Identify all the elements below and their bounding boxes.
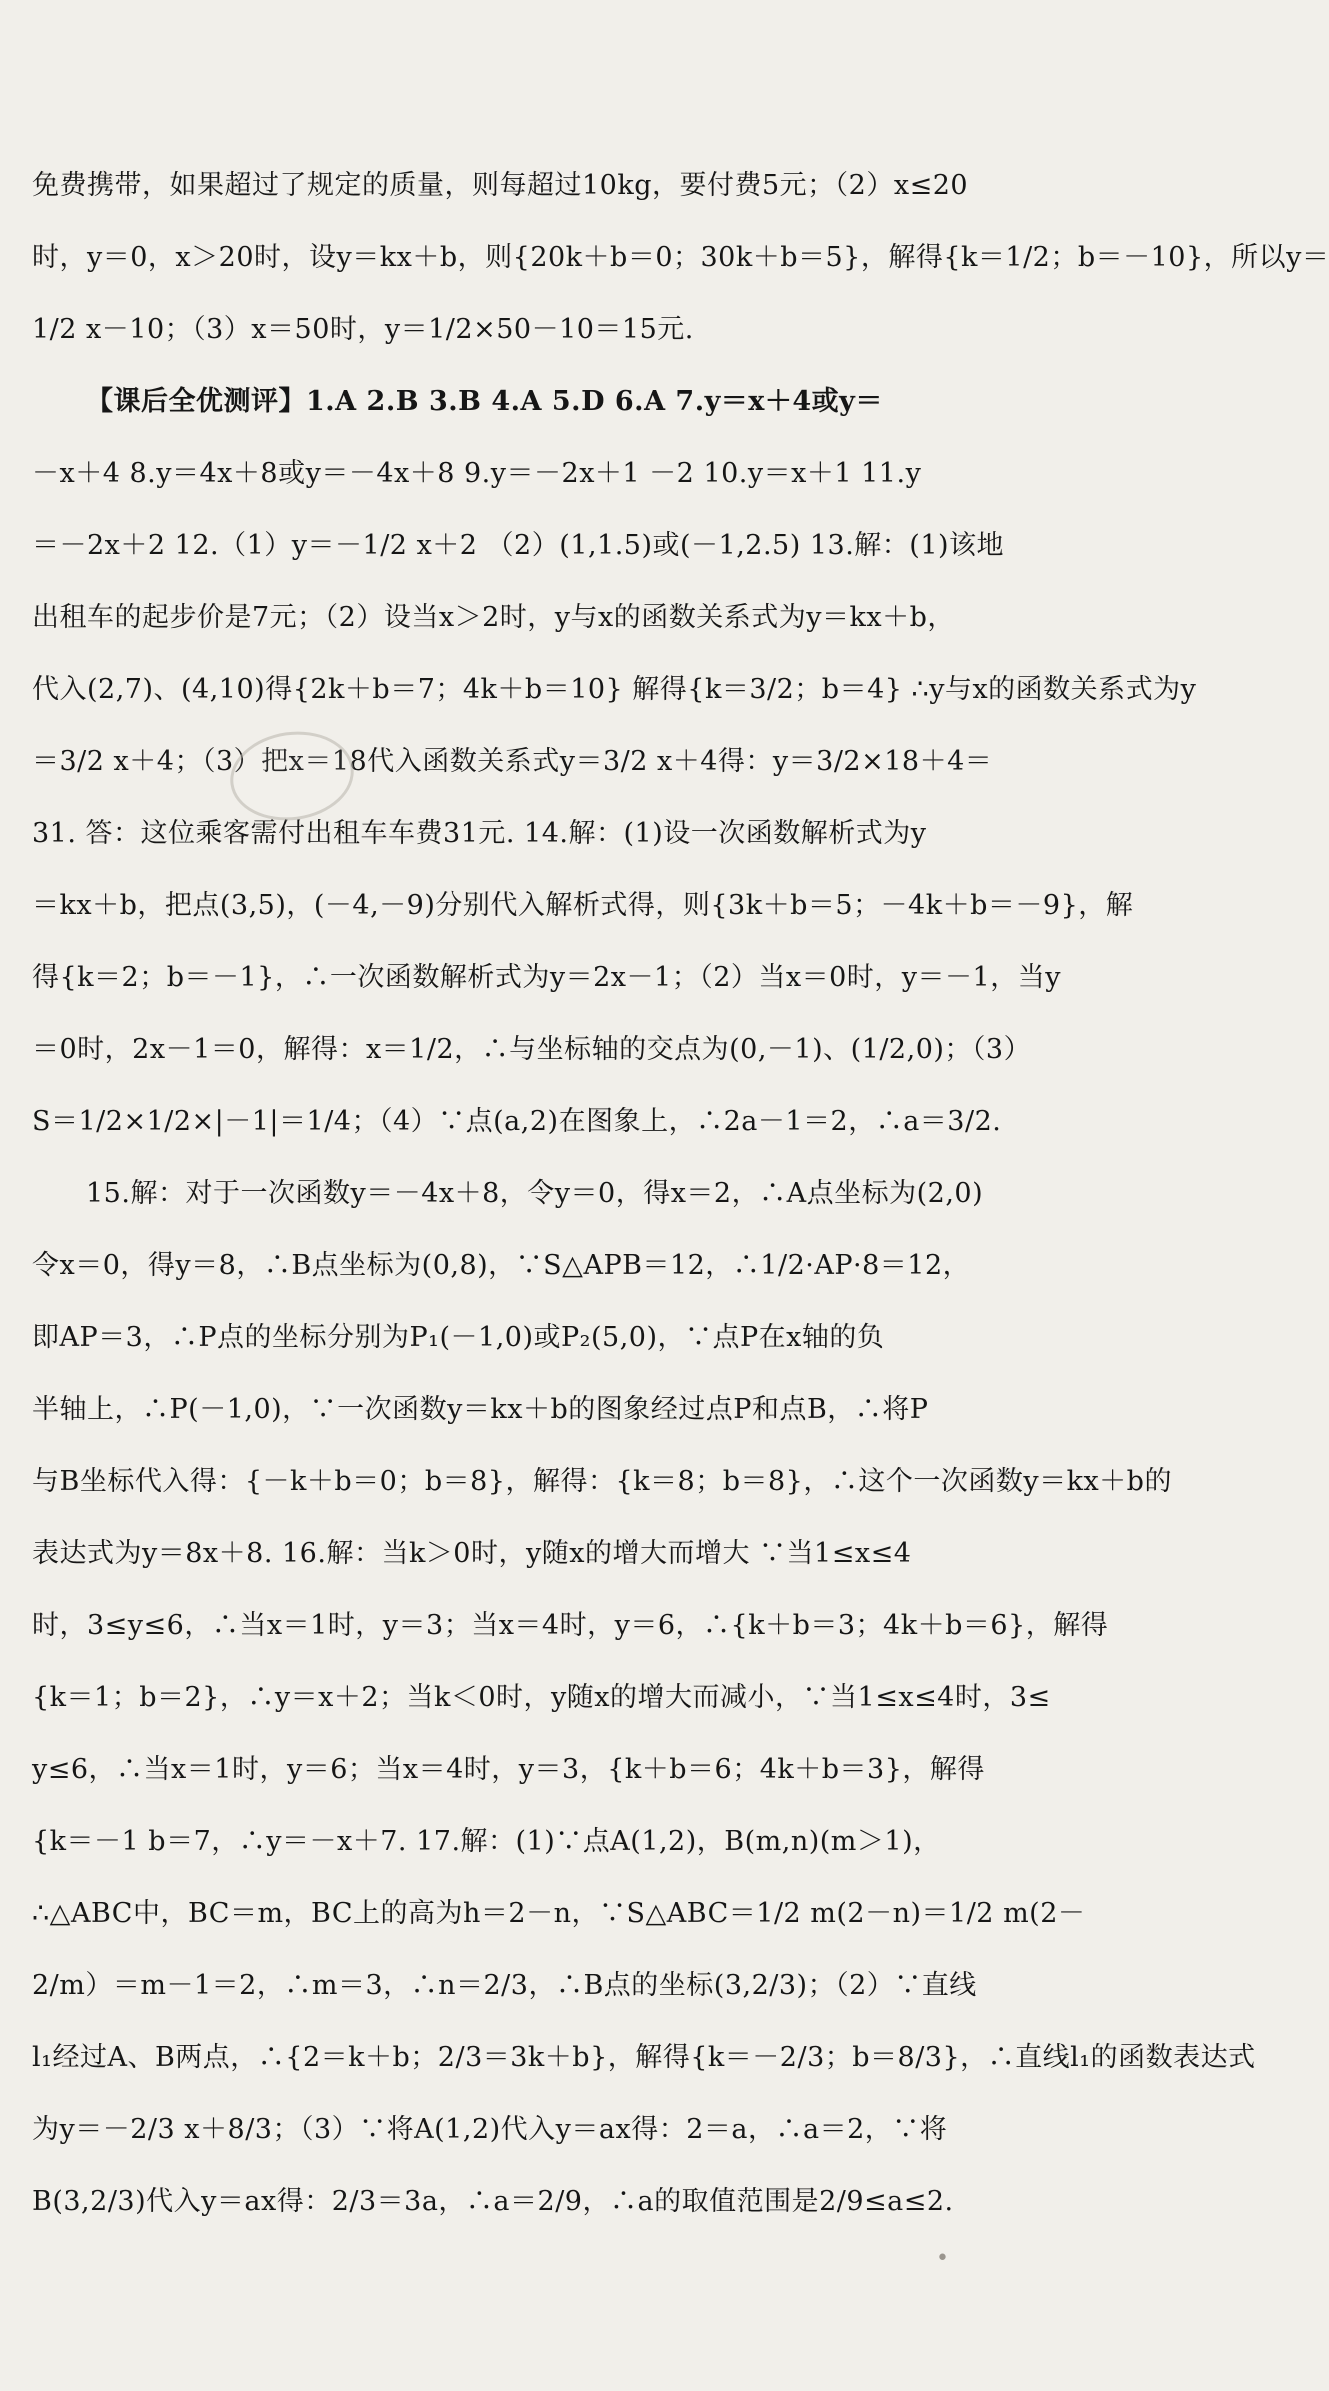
text-line-3: 1/2 x－10；（3）x＝50时，y＝1/2×50－10＝15元. [32, 314, 694, 345]
text-line-13: ＝0时，2x－1＝0，解得：x＝1/2，∴与坐标轴的交点为(0,－1)、(1/2,0)；（3） [32, 1034, 1032, 1065]
text-line-2: 时，y＝0，x＞20时，设y＝kx＋b，则{20k＋b＝0；30k＋b＝5}，解得{k＝1/2；b＝－10}，所以y＝ [32, 242, 1329, 273]
text-line-20: 表达式为y＝8x＋8. 16.解：当k＞0时，y随x的增大而增大 ∵当1≤x≤4 [32, 1538, 912, 1569]
text-line-8: 代入(2,7)、(4,10)得{2k＋b＝7；4k＋b＝10} 解得{k＝3/2；b＝4} ∴y与x的函数关系式为y [32, 674, 1197, 705]
text-line-16: 令x＝0，得y＝8，∴B点坐标为(0,8)，∵S△APB＝12，∴1/2·AP·8＝12， [32, 1250, 971, 1281]
text-line-14: S＝1/2×1/2×|－1|＝1/4；（4）∵点(a,2)在图象上，∴2a－1＝2，∴a＝3/2. [32, 1106, 1002, 1137]
text-line-21: 时，3≤y≤6，∴当x＝1时，y＝3；当x＝4时，y＝6，∴{k＋b＝3；4k＋b＝6}，解得 [32, 1610, 1109, 1641]
text-line-18: 半轴上，∴P(－1,0)，∵一次函数y＝kx＋b的图象经过点P和点B，∴将P [32, 1394, 929, 1425]
text-line-17: 即AP＝3，∴P点的坐标分别为P₁(－1,0)或P₂(5,0)，∵点P在x轴的负 [32, 1322, 885, 1353]
text-line-29: B(3,2/3)代入y＝ax得：2/3＝3a，∴a＝2/9，∴a的取值范围是2/9≤a≤2. [32, 2186, 954, 2217]
text-line-4-section-heading: 【课后全优测评】1.A 2.B 3.B 4.A 5.D 6.A 7.y＝x＋4或y＝ [86, 386, 883, 417]
bleed-through-text [470, 1018, 810, 1168]
text-line-9: ＝3/2 x＋4；（3）把x＝18代入函数关系式y＝3/2 x＋4得：y＝3/2×18＋4＝ [32, 746, 993, 777]
page-dot: • [936, 2246, 949, 2271]
text-line-23: y≤6，∴当x＝1时，y＝6；当x＝4时，y＝3，{k＋b＝6；4k＋b＝3}，解得 [32, 1754, 985, 1785]
text-line-11: ＝kx＋b，把点(3,5)，(－4,－9)分别代入解析式得，则{3k＋b＝5；－4k＋b＝－9}，解 [32, 890, 1134, 921]
text-line-25: ∴△ABC中，BC＝m，BC上的高为h＝2－n，∵S△ABC＝1/2 m(2－n)＝1/2 m(2－ [32, 1898, 1086, 1929]
text-line-22: {k＝1；b＝2}，∴y＝x＋2；当k＜0时，y随x的增大而减小，∵当1≤x≤4时，3≤ [32, 1682, 1051, 1713]
text-line-5: －x＋4 8.y＝4x＋8或y＝－4x＋8 9.y＝－2x＋1 －2 10.y＝x＋1 11.y [32, 458, 922, 489]
text-line-1: 免费携带，如果超过了规定的质量，则每超过10kg，要付费5元；（2）x≤20 [32, 170, 969, 201]
text-line-26: 2/m）＝m－1＝2，∴m＝3，∴n＝2/3，∴B点的坐标(3,2/3)；（2）∵直线 [32, 1970, 977, 2001]
text-line-12: 得{k＝2；b＝－1}，∴一次函数解析式为y＝2x－1；（2）当x＝0时，y＝－1，当y [32, 962, 1061, 993]
text-line-24: {k＝－1 b＝7，∴y＝－x＋7. 17.解：(1)∵点A(1,2)，B(m,n)(m＞1)， [32, 1826, 941, 1857]
text-line-10: 31. 答：这位乘客需付出租车车费31元. 14.解：(1)设一次函数解析式为y [32, 818, 927, 849]
text-line-19: 与B坐标代入得：{－k＋b＝0；b＝8}，解得：{k＝8；b＝8}，∴这个一次函数y＝kx＋b的 [32, 1466, 1172, 1497]
text-line-15: 15.解：对于一次函数y＝－4x＋8，令y＝0，得x＝2，∴A点坐标为(2,0) [86, 1178, 984, 1209]
text-line-28: 为y＝－2/3 x＋8/3；（3）∵将A(1,2)代入y＝ax得：2＝a，∴a＝2，∵将 [32, 2114, 948, 2145]
text-line-6: ＝－2x＋2 12.（1）y＝－1/2 x＋2 （2）(1,1.5)或(－1,2.5) 13.解：(1)该地 [32, 530, 1005, 561]
text-line-27: l₁经过A、B两点，∴{2＝k＋b；2/3＝3k＋b}，解得{k＝－2/3；b＝8/3}，∴直线l₁的函数表达式 [32, 2042, 1256, 2073]
text-line-7: 出租车的起步价是7元；（2）设当x＞2时，y与x的函数关系式为y＝kx＋b， [32, 602, 955, 633]
answer-text [32, 150, 1329, 2238]
